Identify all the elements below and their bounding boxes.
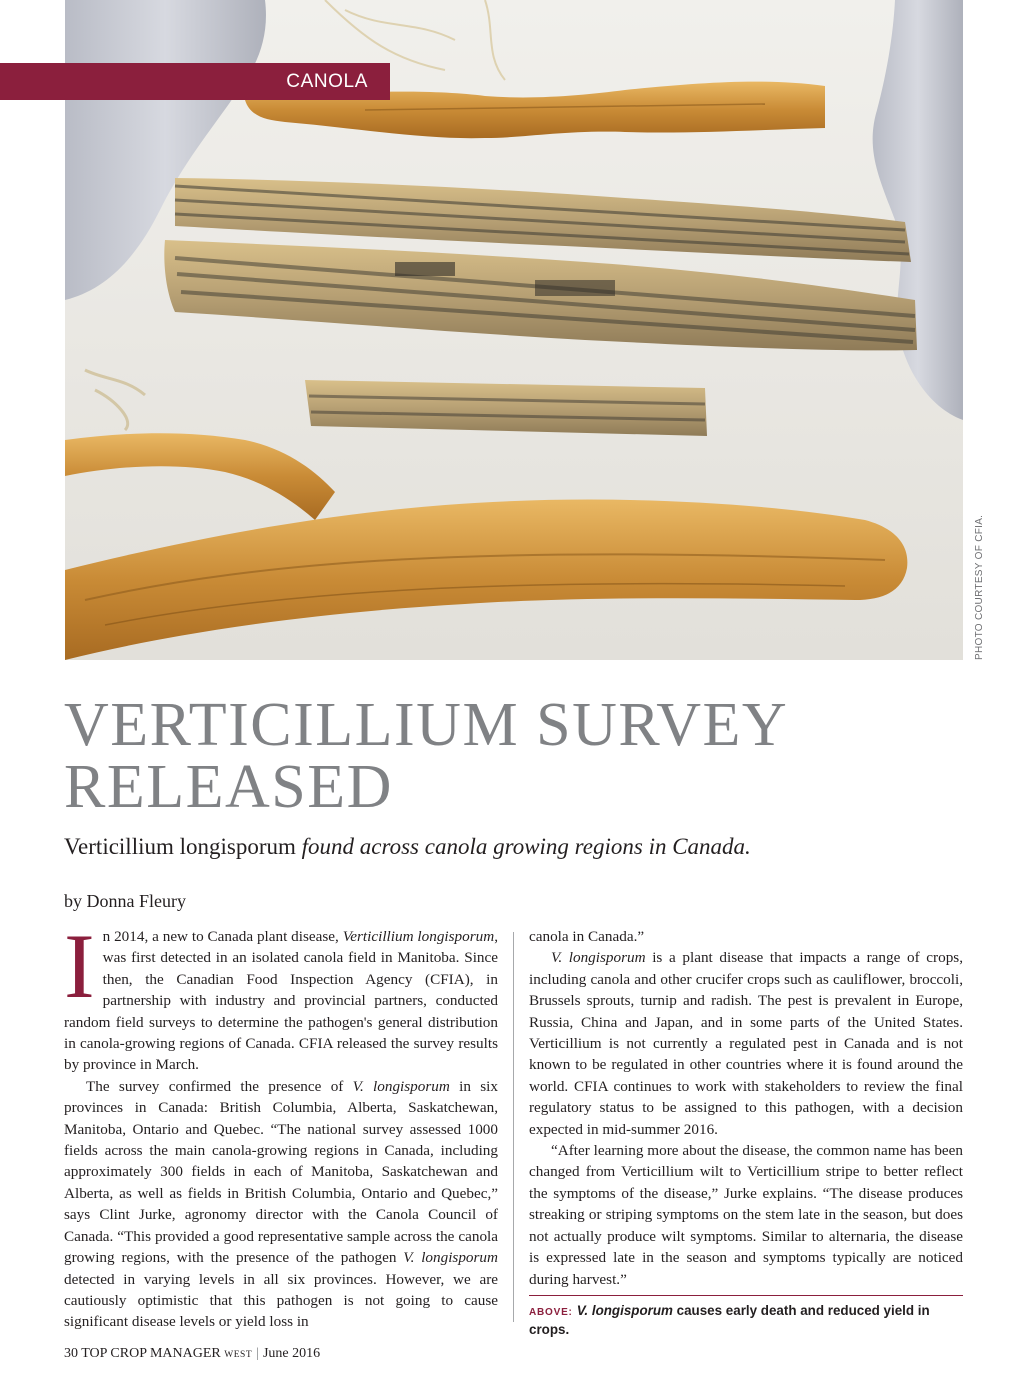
paragraph-3: [529, 947, 963, 1140]
glove-right: [873, 0, 963, 420]
p1-italic: Verticillium longisporum: [342, 928, 495, 945]
photo-credit: PHOTO COURTESY OF CFIA.: [974, 514, 985, 660]
page-footer: [64, 1346, 320, 1362]
drop-cap: I: [64, 915, 95, 1017]
body-column-1: [64, 915, 498, 1333]
p2-italic: V. longisporum: [352, 1077, 450, 1095]
p3-italic: V. longisporum: [551, 949, 646, 967]
p2-italic-2: V. longisporum: [403, 1249, 498, 1267]
p2-text-b: in six provinces in Canada: British Columbia, Alberta, Saskatchewan, Manitoba, Ontario and Quebec. “The national survey assessed 1000 fields across the main canola-growing regions in Canada, including approximately 300 fields in each of Manitoba, Saskatchewan and Alberta, as well as fields in British Columbia, Ontario and Quebec,” says Clint Jurke, agronomy director with the Canola Council of Canada. “This provided a good representative sample across the canola growing regions, with the presence of the pathogen: [64, 1077, 498, 1267]
caption-text: causes early death and reduced yield in crops.: [529, 1303, 930, 1337]
stem-piece: [305, 380, 707, 436]
section-banner: [0, 63, 390, 100]
paragraph-4: “After learning more about the disease, the common name has been changed from Verticillium wilt to Verticillium stripe to better reflect the symptoms of the disease,” Jurke explains. “The disease produces streaking or striping symptoms on the stem late in the season, but does not actually produce wilt symptoms. Similar to alternaria, the disease is expressed late in the season and symptoms typically are noticed during harvest.”: [529, 1142, 963, 1288]
stem-bottom-branch: [65, 433, 335, 520]
article-deck: [64, 832, 964, 862]
deck-plain: Verticillium longisporum: [64, 834, 296, 859]
p3-text: is a plant disease that impacts a range of crops, including canola and other crucifer crops such as cauliflower, broccoli, Brussels sprouts, turnip and radish. The pest is prevalent in Europe, Russia, China and Japan, and in some parts of the United States. Verticillium is not currently a regulated pest in Canada and is not known to be regulated in other countries where it is found around the world. CFIA continues to work with stakeholders to review the final regulatory status to be assigned to this pathogen, with a decision expected in mid-summer 2016.: [529, 949, 964, 1138]
page-number: 30: [64, 1346, 78, 1361]
p1-text-a: n 2014, a new to Canada plant disease,: [102, 928, 343, 945]
p2-text-a: The survey confirmed the presence of: [86, 1077, 353, 1095]
column-divider: [513, 932, 514, 1322]
paragraph-continued: canola in Canada.”: [529, 928, 645, 945]
photo-caption: [529, 1295, 963, 1338]
section-label: CANOLA: [286, 70, 368, 92]
body-column-2: [529, 926, 963, 1290]
magazine-edition: WEST: [224, 1350, 253, 1360]
footer-separator: |: [256, 1346, 259, 1361]
magazine-name: TOP CROP MANAGER: [81, 1346, 221, 1361]
issue-date: June 2016: [262, 1346, 321, 1361]
byline: by Donna Fleury: [64, 891, 186, 911]
p1-text-b: , was first detected in an isolated canola field in Manitoba. Since then, the Canadian Food Inspection Agency (CFIA), in partnership with industry and provincial partners, conducted random field surveys to determine the pathogen's general distribution in canola-growing regions of Canada. CFIA released the survey results by province in March.: [64, 928, 498, 1074]
deck-italic: found across canola growing regions in Canada.: [301, 834, 751, 859]
title-line-1: VERTICILLIUM SURVEY: [64, 691, 789, 759]
caption-label: ABOVE:: [529, 1307, 573, 1318]
p2-text-c: detected in varying levels in all six provinces. However, we are cautiously optimistic that this pathogen is not going to cause significant disease levels or yield loss in: [64, 1270, 498, 1331]
article-title: [64, 691, 964, 821]
title-line-2: RELEASED: [64, 753, 393, 821]
caption-italic: V. longisporum: [576, 1303, 673, 1318]
paragraph-2: [64, 1076, 498, 1333]
paragraph-1: [64, 915, 498, 1076]
